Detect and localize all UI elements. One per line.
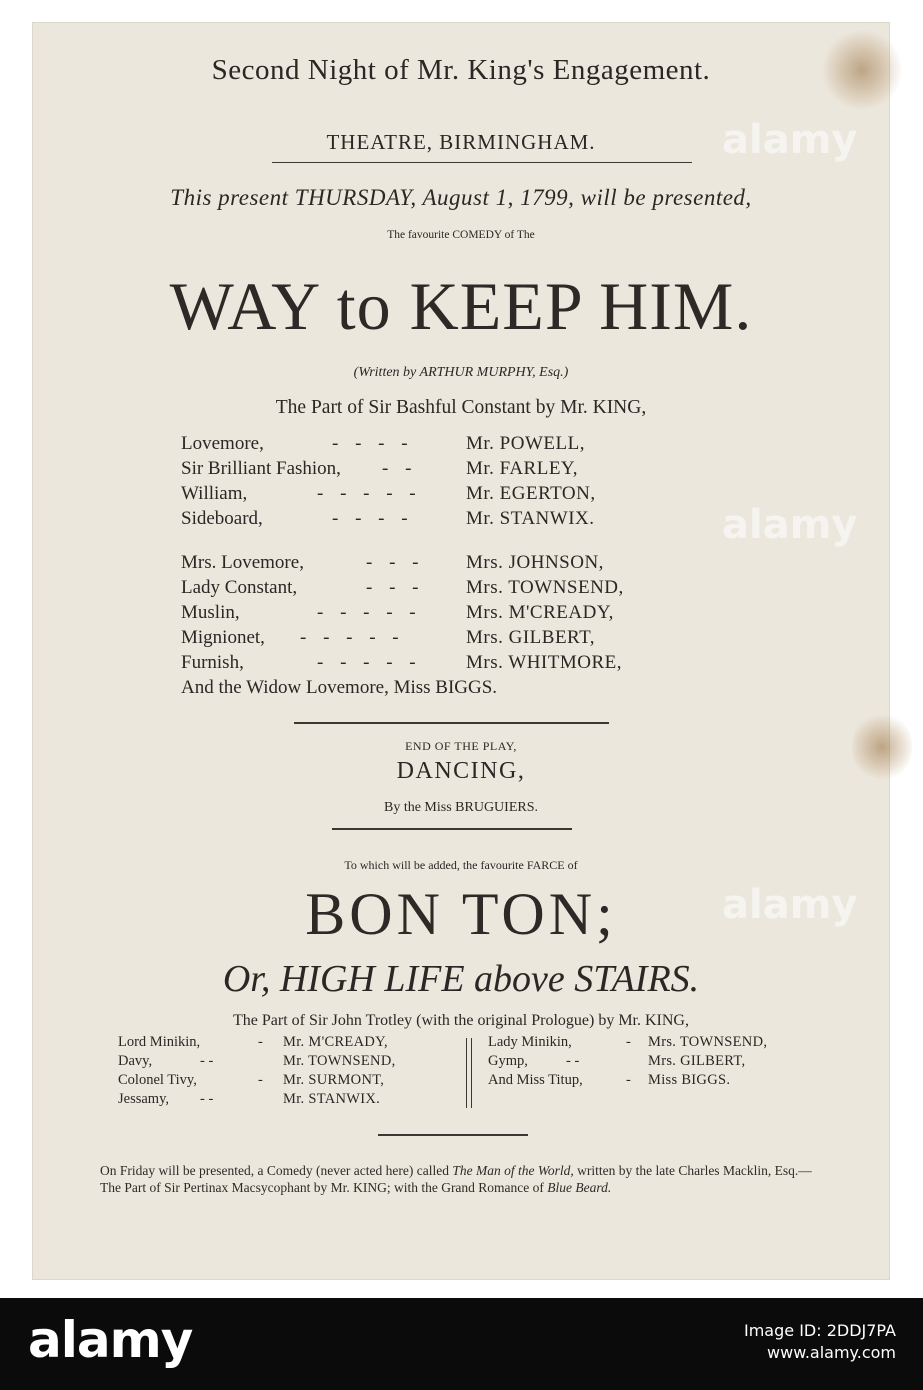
dash-leader: - - - (366, 577, 425, 598)
actor-name: Mrs. M'CREADY, (466, 602, 614, 623)
engagement-title: Second Night of Mr. King's Engagement. (211, 54, 711, 86)
dash-leader: - (626, 1034, 631, 1050)
dash-leader: - (626, 1072, 631, 1088)
notice-text-2: written by the late Charles Macklin, Esq.—The Part of Sir Pertinax Macsycophant by Mr. KING; with the Grand Romance of (100, 1163, 812, 1195)
farce-cast-right (488, 1034, 838, 1114)
role-name: Sideboard, (181, 508, 263, 529)
actor-name: Mrs. TOWNSEND, (466, 577, 624, 598)
image-id: Image ID: 2DDJ7PA (744, 1321, 896, 1340)
divider-top (294, 722, 609, 724)
image-id-block (566, 1320, 896, 1364)
role-name: Mrs. Lovemore, (181, 552, 304, 573)
dash-leader: - - (382, 458, 418, 479)
dancing-title: DANCING, (396, 758, 526, 784)
role-name: Colonel Tivy, (118, 1072, 197, 1088)
widow-text: And the Widow Lovemore, Miss BIGGS. (181, 677, 498, 698)
dash-leader: - - - - - (317, 483, 422, 504)
theatre-name: THEATRE, BIRMINGHAM. (326, 130, 596, 154)
role-name: Furnish, (181, 652, 244, 673)
role-name: Gymp, (488, 1053, 528, 1069)
actor-name: Mrs. TOWNSEND, (648, 1034, 768, 1050)
dash-leader: - - - - - (317, 652, 422, 673)
dash-leader: - - (200, 1053, 214, 1069)
divider-notice (378, 1134, 528, 1136)
dancers-line: By the Miss BRUGUIERS. (383, 800, 539, 815)
alamy-logo: alamy (28, 1311, 193, 1369)
divider-bottom (332, 828, 572, 830)
actor-name: Mrs. GILBERT, (466, 627, 596, 648)
play-title: WAY to KEEP HIM. (169, 268, 753, 344)
farce-lead: The Part of Sir John Trotley (with the original Prologue) by Mr. KING, (233, 1012, 689, 1029)
role-name: William, (181, 483, 248, 504)
dash-leader: - - - - (332, 508, 414, 529)
lead-part: The Part of Sir Bashful Constant by Mr. KING, (275, 397, 647, 418)
end-of-play: END OF THE PLAY, (405, 739, 517, 753)
actor-name: Mrs. WHITMORE, (466, 652, 623, 673)
dash-leader: - - (200, 1091, 214, 1107)
role-name: Jessamy, (118, 1091, 170, 1107)
actor-name: Mr. SURMONT, (283, 1072, 385, 1088)
farce-subtitle: Or, HIGH LIFE above STAIRS. (222, 958, 700, 1000)
farce-intro: To which will be added, the favourite FARCE of (344, 858, 578, 872)
dash-leader: - - (566, 1053, 580, 1069)
role-name: Lord Minikin, (118, 1034, 201, 1050)
next-night-notice (100, 1162, 830, 1196)
actor-name: Mr. STANWIX. (466, 508, 595, 529)
actor-name: Mr. FARLEY, (466, 458, 578, 479)
dash-leader: - - - (366, 552, 425, 573)
play-author: (Written by ARTHUR MURPHY, Esq.) (353, 365, 569, 380)
stock-url: www.alamy.com (767, 1343, 896, 1362)
notice-text-1: On Friday will be presented, a Comedy (never acted here) called (100, 1163, 453, 1178)
dash-leader: - - - - - (300, 627, 405, 648)
column-divider (466, 1038, 472, 1108)
actor-name: Mrs. JOHNSON, (466, 552, 604, 573)
role-name: Lady Constant, (181, 577, 298, 598)
watermark-overlay: alamy (722, 502, 858, 548)
actor-name: Mrs. GILBERT, (648, 1053, 746, 1069)
theatre-underline (272, 162, 692, 163)
actor-name: Miss BIGGS. (648, 1072, 731, 1088)
role-name: Mignionet, (181, 627, 265, 648)
date-line: This present THURSDAY, August 1, 1799, will be presented, (170, 185, 752, 210)
actor-name: Mr. POWELL, (466, 433, 585, 454)
comedy-intro: The favourite COMEDY of The (387, 229, 535, 241)
actor-name: Mr. M'CREADY, (283, 1034, 388, 1050)
actor-name: Mr. STANWIX. (283, 1091, 381, 1107)
dash-leader: - (258, 1072, 263, 1088)
role-name: And Miss Titup, (488, 1072, 583, 1088)
notice-title-1: The Man of the World, (452, 1163, 574, 1178)
watermark-overlay: alamy (722, 117, 858, 163)
notice-title-2: Blue Beard. (547, 1180, 612, 1195)
actor-name: Mr. EGERTON, (466, 483, 596, 504)
role-name: Sir Brilliant Fashion, (181, 458, 341, 479)
actor-name: Mr. TOWNSEND, (283, 1053, 396, 1069)
dash-leader: - (258, 1034, 263, 1050)
dash-leader: - - - - - (317, 602, 422, 623)
dash-leader: - - - - (332, 433, 414, 454)
playbill-sheet (32, 22, 890, 1280)
role-name: Lovemore, (181, 433, 264, 454)
role-name: Lady Minikin, (488, 1034, 572, 1050)
role-name: Davy, (118, 1053, 153, 1069)
role-name: Muslin, (181, 602, 240, 623)
farce-title: BON TON; (305, 881, 617, 947)
watermark-overlay: alamy (722, 882, 858, 928)
farce-cast-left (118, 1034, 468, 1114)
